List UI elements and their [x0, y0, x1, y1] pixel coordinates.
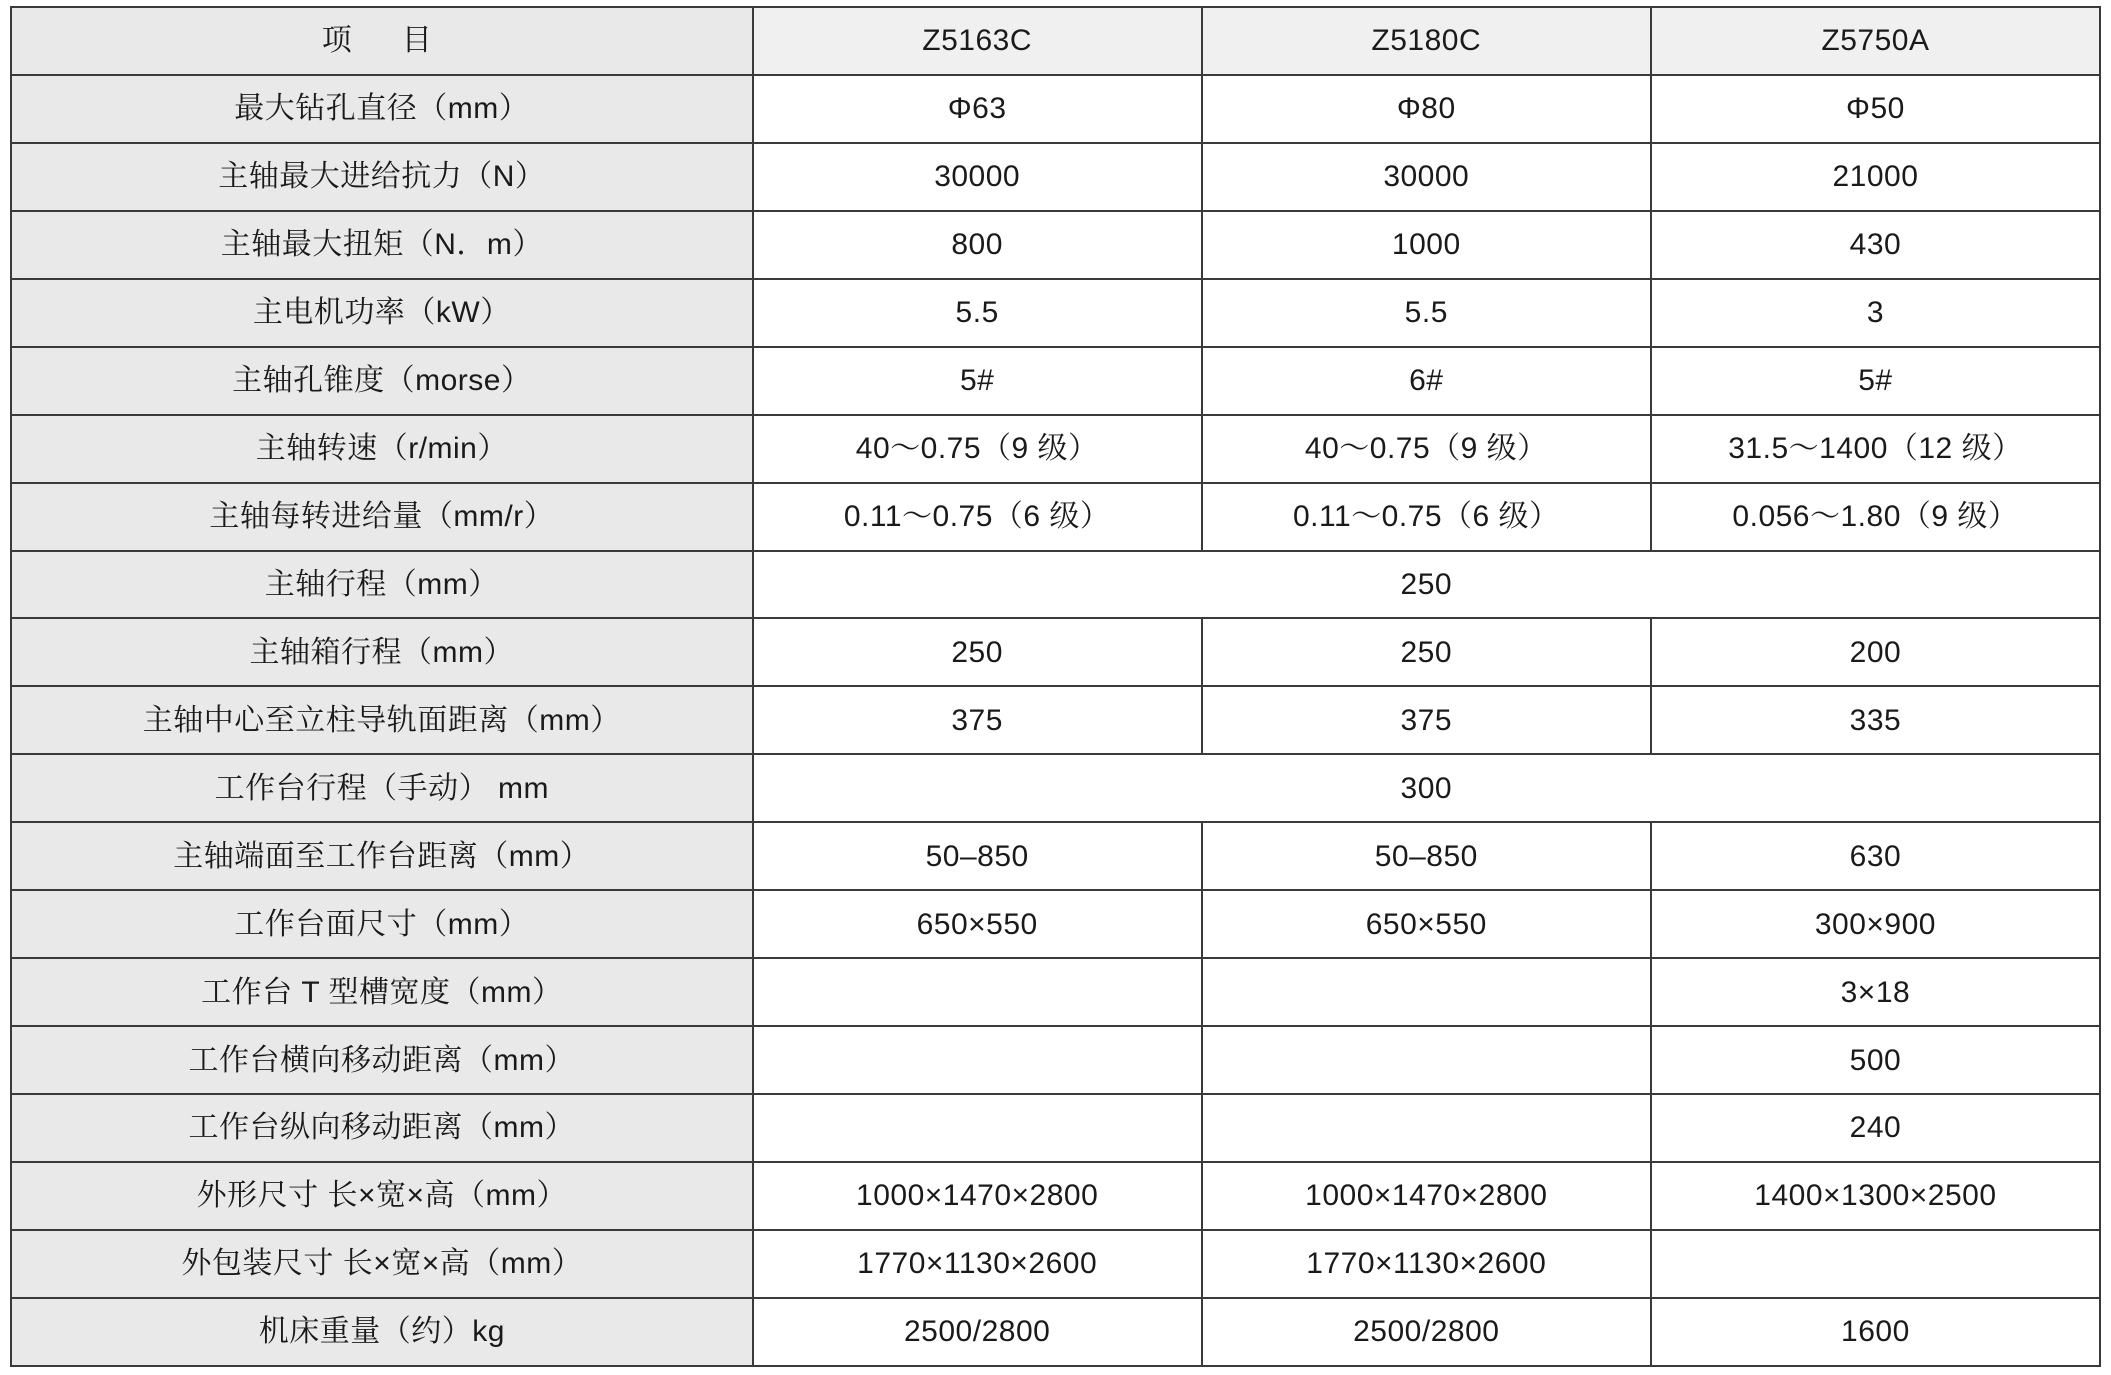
value-cell: 31.5～1400（12 级） — [1651, 415, 2100, 483]
value-cell: 40～0.75（9 级） — [1202, 415, 1651, 483]
value-cell: 650×550 — [753, 890, 1202, 958]
table-row — [11, 1230, 2100, 1298]
value-cell: 200 — [1651, 618, 2100, 686]
value-cell: 6# — [1202, 347, 1651, 415]
table-row — [11, 415, 2100, 483]
header-cell-model: Z5163C — [753, 7, 1202, 75]
row-label-cell: 主轴每转进给量（mm/r） — [11, 483, 753, 551]
row-label-cell: 主轴最大进给抗力（N） — [11, 143, 753, 211]
table-row — [11, 143, 2100, 211]
value-cell: 1770×1130×2600 — [753, 1230, 1202, 1298]
row-label-cell: 外形尺寸 长×宽×高（mm） — [11, 1162, 753, 1230]
value-cell: Φ50 — [1651, 75, 2100, 143]
value-cell: 1000×1470×2800 — [1202, 1162, 1651, 1230]
value-cell — [1202, 1094, 1651, 1162]
table-row — [11, 1298, 2100, 1366]
value-cell: 1000 — [1202, 211, 1651, 279]
row-label-cell: 外包装尺寸 长×宽×高（mm） — [11, 1230, 753, 1298]
header-cell-model: Z5750A — [1651, 7, 2100, 75]
value-cell: 50–850 — [1202, 822, 1651, 890]
row-label-cell: 机床重量（约）kg — [11, 1298, 753, 1366]
value-cell: 2500/2800 — [1202, 1298, 1651, 1366]
value-cell: 5# — [1651, 347, 2100, 415]
value-cell — [1202, 1026, 1651, 1094]
specification-table — [10, 6, 2101, 1367]
row-label-cell: 工作台横向移动距离（mm） — [11, 1026, 753, 1094]
value-cell — [1202, 958, 1651, 1026]
table-row — [11, 347, 2100, 415]
value-cell-merged: 250 — [753, 551, 2100, 619]
row-label-cell: 最大钻孔直径（mm） — [11, 75, 753, 143]
value-cell: 5.5 — [1202, 279, 1651, 347]
value-cell: 50–850 — [753, 822, 1202, 890]
value-cell — [753, 958, 1202, 1026]
row-label-cell: 主轴行程（mm） — [11, 551, 753, 619]
row-label-cell: 主轴转速（r/min） — [11, 415, 753, 483]
value-cell-merged: 300 — [753, 754, 2100, 822]
value-cell: 375 — [1202, 686, 1651, 754]
header-cell-item — [11, 7, 753, 75]
value-cell: 40～0.75（9 级） — [753, 415, 1202, 483]
value-cell: 250 — [753, 618, 1202, 686]
table-row — [11, 1026, 2100, 1094]
row-label-cell: 主电机功率（kW） — [11, 279, 753, 347]
value-cell: 0.11～0.75（6 级） — [753, 483, 1202, 551]
value-cell: 240 — [1651, 1094, 2100, 1162]
value-cell: 1000×1470×2800 — [753, 1162, 1202, 1230]
row-label-cell: 主轴箱行程（mm） — [11, 618, 753, 686]
header-item-label: 项 目 — [321, 24, 442, 58]
value-cell: 300×900 — [1651, 890, 2100, 958]
table-row — [11, 754, 2100, 822]
table-row — [11, 822, 2100, 890]
row-label-cell: 工作台面尺寸（mm） — [11, 890, 753, 958]
value-cell: 21000 — [1651, 143, 2100, 211]
value-cell — [1651, 1230, 2100, 1298]
value-cell: 500 — [1651, 1026, 2100, 1094]
header-cell-model: Z5180C — [1202, 7, 1651, 75]
value-cell: 335 — [1651, 686, 2100, 754]
value-cell: 1400×1300×2500 — [1651, 1162, 2100, 1230]
table-row — [11, 551, 2100, 619]
table-row — [11, 958, 2100, 1026]
value-cell — [753, 1026, 1202, 1094]
value-cell: 1770×1130×2600 — [1202, 1230, 1651, 1298]
table-row — [11, 618, 2100, 686]
value-cell: 375 — [753, 686, 1202, 754]
value-cell: Φ63 — [753, 75, 1202, 143]
value-cell: 250 — [1202, 618, 1651, 686]
value-cell: 0.056～1.80（9 级） — [1651, 483, 2100, 551]
value-cell: 5.5 — [753, 279, 1202, 347]
value-cell: 2500/2800 — [753, 1298, 1202, 1366]
value-cell: 630 — [1651, 822, 2100, 890]
table-row — [11, 75, 2100, 143]
value-cell: 30000 — [1202, 143, 1651, 211]
table-body — [11, 7, 2100, 1366]
row-label-cell: 主轴孔锥度（morse） — [11, 347, 753, 415]
value-cell: Φ80 — [1202, 75, 1651, 143]
value-cell: 0.11～0.75（6 级） — [1202, 483, 1651, 551]
value-cell: 800 — [753, 211, 1202, 279]
row-label-cell: 工作台行程（手动） mm — [11, 754, 753, 822]
table-row — [11, 1094, 2100, 1162]
table-row — [11, 686, 2100, 754]
row-label-cell: 工作台纵向移动距离（mm） — [11, 1094, 753, 1162]
table-row — [11, 483, 2100, 551]
table-row — [11, 279, 2100, 347]
row-label-cell: 主轴中心至立柱导轨面距离（mm） — [11, 686, 753, 754]
value-cell: 30000 — [753, 143, 1202, 211]
value-cell — [753, 1094, 1202, 1162]
row-label-cell: 主轴端面至工作台距离（mm） — [11, 822, 753, 890]
value-cell: 5# — [753, 347, 1202, 415]
value-cell: 3×18 — [1651, 958, 2100, 1026]
value-cell: 430 — [1651, 211, 2100, 279]
value-cell: 1600 — [1651, 1298, 2100, 1366]
table-row — [11, 211, 2100, 279]
row-label-cell: 工作台 T 型槽宽度（mm） — [11, 958, 753, 1026]
table-header-row — [11, 7, 2100, 75]
table-row — [11, 1162, 2100, 1230]
table-row — [11, 890, 2100, 958]
value-cell: 650×550 — [1202, 890, 1651, 958]
value-cell: 3 — [1651, 279, 2100, 347]
row-label-cell: 主轴最大扭矩（N．m） — [11, 211, 753, 279]
